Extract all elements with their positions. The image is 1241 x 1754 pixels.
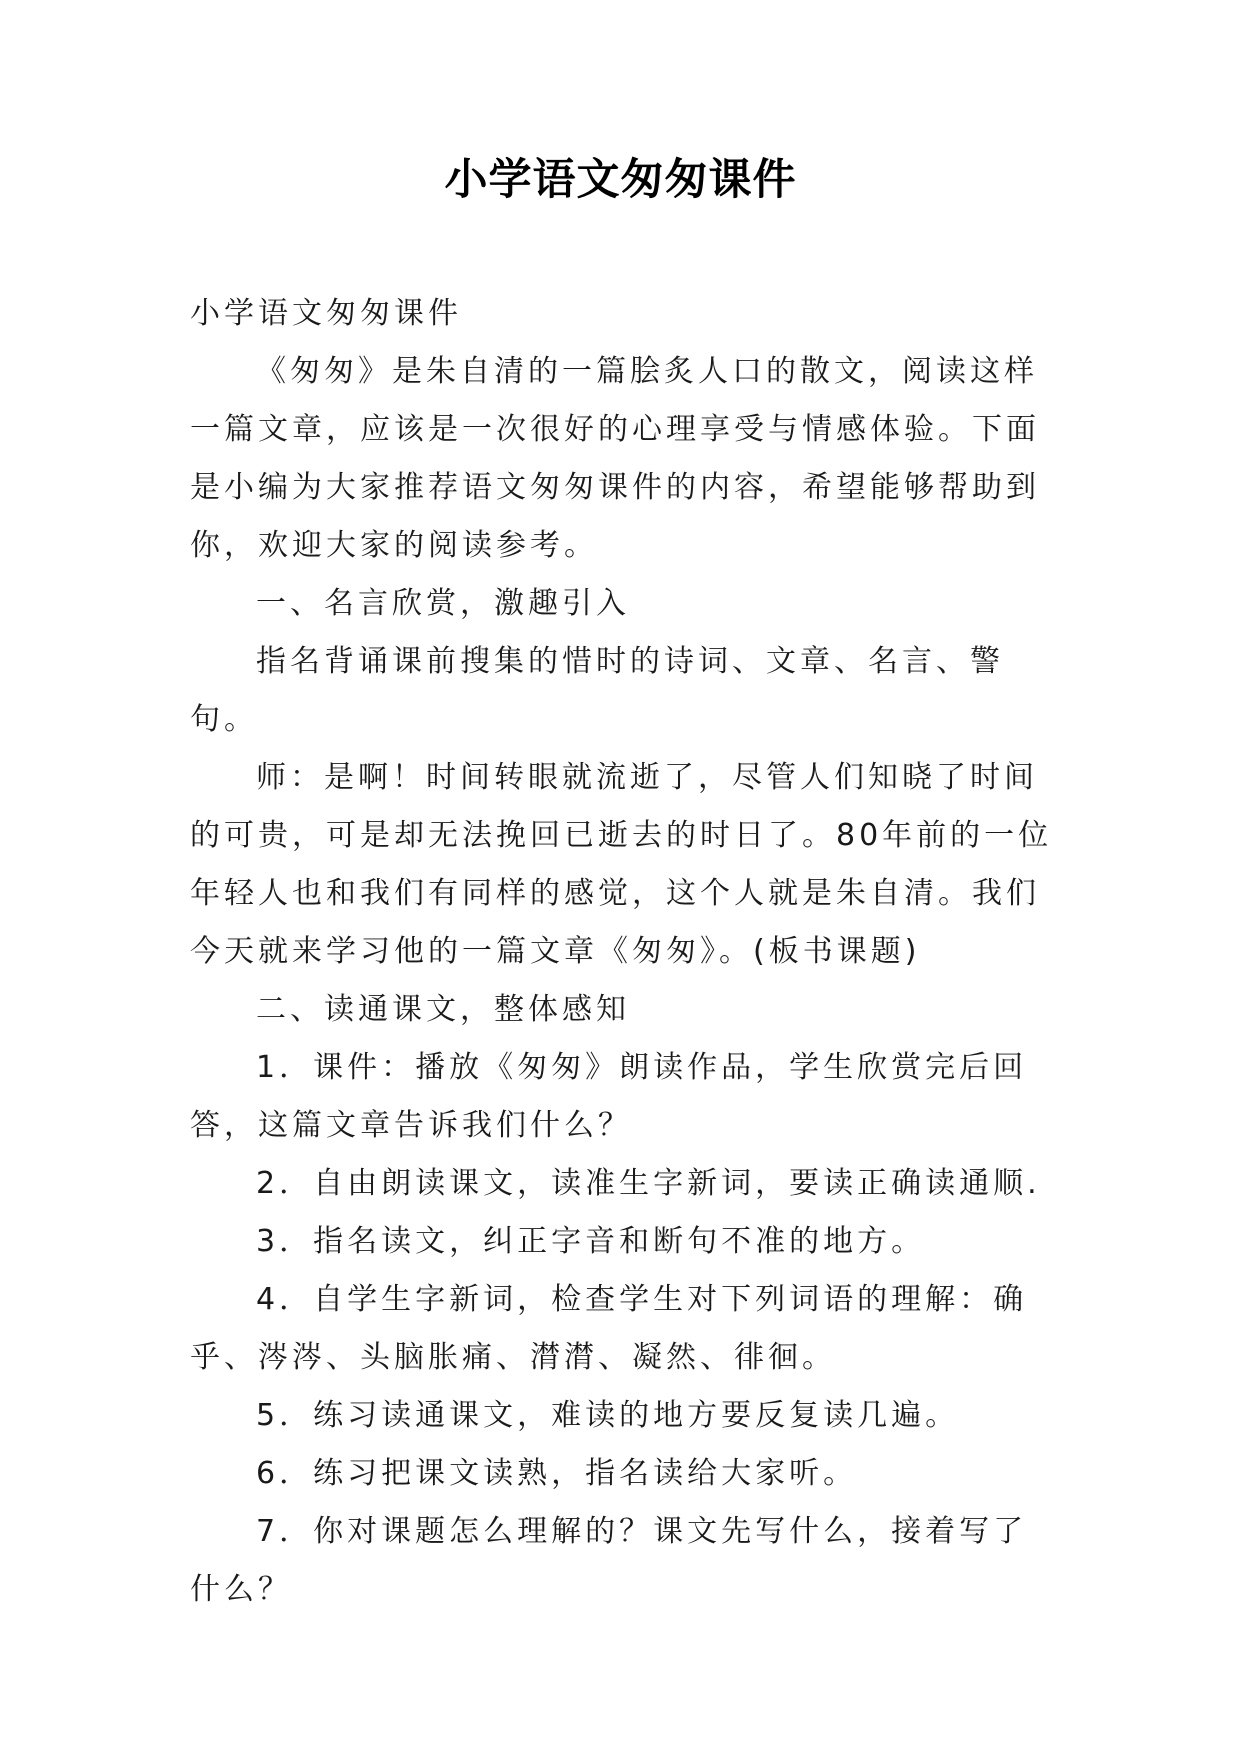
paragraph: 4．自学生字新词，检查学生对下列词语的理解：确乎、涔涔、头脑胀痛、潸潸、凝然、徘徊。: [190, 1282, 1028, 1375]
paragraph: 指名背诵课前搜集的惜时的诗词、文章、名言、警句。: [190, 644, 1004, 737]
paragraph: 二、读通课文，整体感知: [256, 992, 630, 1027]
paragraph: 《匆匆》是朱自清的一篇脍炙人口的散文，阅读这样一篇文章，应该是一次很好的心理享受与情感体验。下面是小编为大家推荐语文匆匆课件的内容，希望能够帮助到你，欢迎大家的阅读参考。: [190, 354, 1040, 563]
paragraph: 7．你对课题怎么理解的？课文先写什么，接着写了什么？: [190, 1514, 1028, 1607]
paragraph: 2．自由朗读课文，读准生字新词，要读正确读通顺.: [256, 1166, 1041, 1201]
paragraph: 3．指名读文，纠正字音和断句不准的地方。: [256, 1224, 926, 1259]
paragraph: 师：是啊！时间转眼就流逝了，尽管人们知晓了时间的可贵，可是却无法挽回已逝去的时日了。80年前的一位年轻人也和我们有同样的感觉，这个人就是朱自清。我们今天就来学习他的一篇文章《匆匆》。(板书课题): [190, 760, 1053, 969]
paragraph: 6．练习把课文读熟，指名读给大家听。: [256, 1456, 858, 1491]
document-title: 小学语文匆匆课件: [444, 155, 797, 205]
paragraph: 小学语文匆匆课件: [190, 296, 462, 331]
paragraph: 一、名言欣赏，激趣引入: [256, 586, 630, 621]
paragraph: 5．练习读通课文，难读的地方要反复读几遍。: [256, 1398, 960, 1433]
paragraph: 1．课件：播放《匆匆》朗读作品，学生欣赏完后回答，这篇文章告诉我们什么？: [190, 1050, 1028, 1143]
document-body: [190, 285, 1056, 1619]
